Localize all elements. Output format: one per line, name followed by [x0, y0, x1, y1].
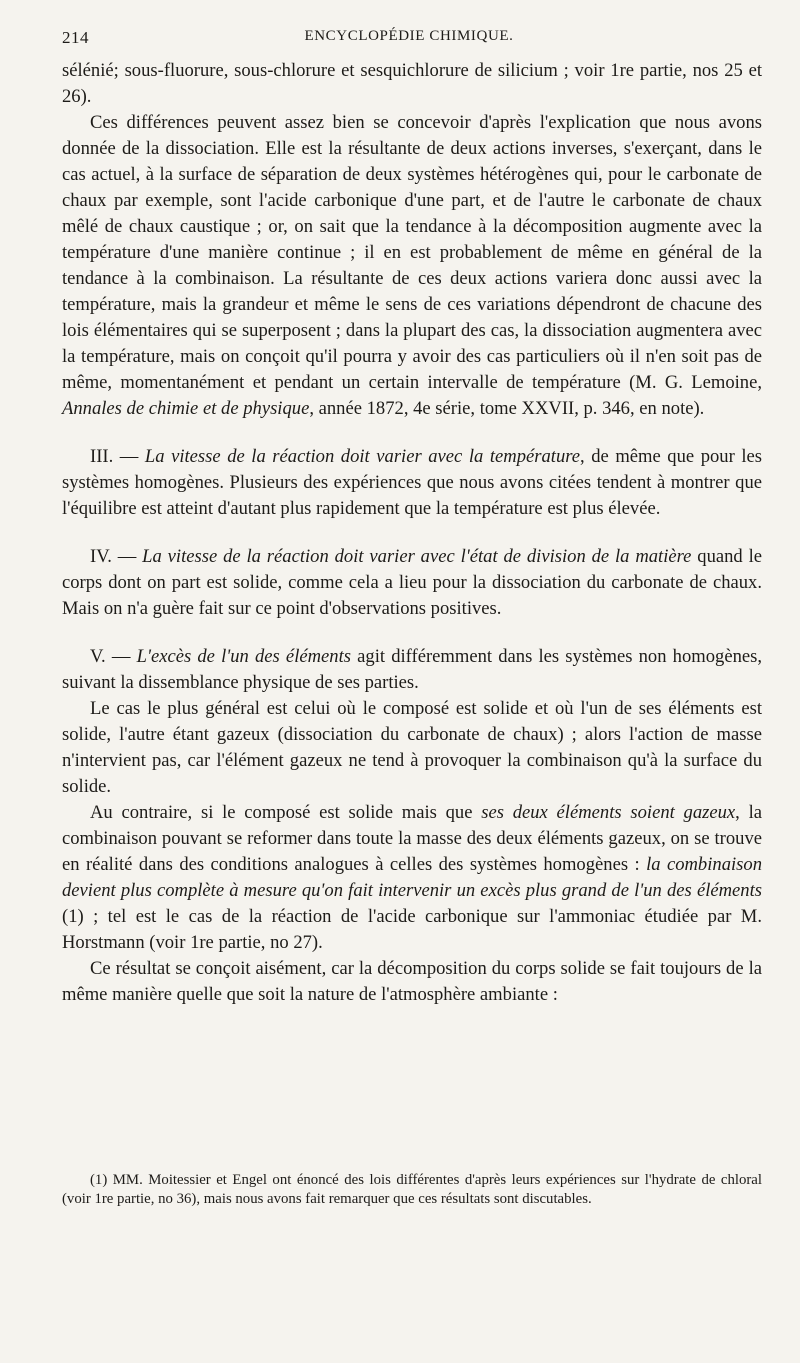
section-text: agit différemment dans les systèmes non homogènes, suivant la dissemblance physique de ses parties.	[62, 646, 763, 693]
emphasis-text: ses deux éléments soient gazeux	[481, 802, 736, 823]
section-number: V. —	[90, 646, 137, 667]
paragraph-dissociation-explanation	[62, 110, 762, 422]
section-number: IV. —	[90, 546, 143, 567]
paragraph-continuation: sélénié; sous-fluorure, sous-chlorure et sesquichlorure de silicium ; voir 1re partie, nos 25 et 26).	[62, 60, 762, 107]
paragraph-text: Au contraire, si le composé est solide mais que	[90, 802, 482, 823]
page-header	[62, 28, 756, 52]
section-number: III. —	[90, 446, 145, 467]
section-heading: La vitesse de la réaction doit varier avec l'état de division de la matière	[142, 546, 692, 567]
page-body	[62, 58, 762, 1008]
section-text: , de même que pour les systèmes homogènes. Plusieurs des expériences que nous avons citées tendent à montrer que l'équilibre est atteint d'autant plus rapidement que la température est plus élevée.	[62, 446, 762, 519]
paragraph-text: , la combinaison pouvant se reformer dans toute la masse des deux éléments gazeux, on se trouve en réalité dans des conditions analogues à celles des systèmes homogènes :	[62, 802, 762, 875]
section-heading: La vitesse de la réaction doit varier avec la température	[144, 446, 581, 467]
section-heading: L'excès de l'un des éléments	[136, 646, 351, 667]
section-v	[62, 644, 762, 696]
emphasis-text: la combinaison devient plus complète à mesure qu'on fait intervenir un excès plus grand de l'un des éléments	[62, 854, 762, 901]
section-text: quand le corps dont on part est solide, comme cela a lieu pour la dissociation du carbonate de chaux. Mais on n'a guère fait sur ce point d'observations positives.	[62, 546, 763, 619]
paragraph-conclusion: Ce résultat se conçoit aisément, car la décomposition du corps solide se fait toujours de la même manière quelle que soit la nature de l'atmosphère ambiante :	[62, 958, 762, 1005]
paragraph-text-end: , année 1872, 4e série, tome XXVII, p. 346, en note).	[309, 398, 705, 419]
footnote	[62, 1171, 762, 1209]
paragraph-gaseous-elements	[62, 800, 762, 956]
paragraph-general-case: Le cas le plus général est celui où le composé est solide et où l'un de ses éléments est solide, l'autre étant gazeux (dissociation du carbonate de chaux) ; alors l'action de masse n'intervient pas, car l'élément gazeux ne tend à provoquer la combinaison qu'à la surface du solide.	[62, 698, 762, 797]
journal-title: Annales de chimie et de physique	[62, 398, 310, 419]
paragraph-text: (1) ; tel est le cas de la réaction de l'acide carbonique sur l'ammoniac étudiée par M. Horstmann (voir 1re partie, no 27).	[62, 906, 762, 953]
page-number: 214	[62, 28, 89, 47]
paragraph-text: Ces différences peuvent assez bien se concevoir d'après l'explication que nous avons donnée de la dissociation. Elle est la résultante de deux actions inverses, s'exerçant, dans le cas actuel, à la surface de séparation de deux systèmes hétérogènes qui, pour le carbonate de chaux par exemple, sont l'acide carbonique d'une part, et de l'autre le carbonate de chaux mêlé de chaux caustique ; or, on sait que la tendance à la décomposition augmente avec la température d'une manière continue ; il en est probablement de même en général de la tendance à la combinaison. La résultante de ces deux actions variera donc aussi avec la température, mais la grandeur et même le sens de ces variations dépendront de chacune des lois élémentaires qui se superposent ; dans la plupart des cas, la dissociation augmentera avec la température, mais on conçoit qu'il pourra y avoir des cas particuliers où il n'en soit pas de même, momentanément et pendant un certain intervalle de température (M. G. Lemoine,	[62, 112, 762, 393]
section-iii	[62, 444, 762, 522]
footnote-text: (1) MM. Moitessier et Engel ont énoncé des lois différentes d'après leurs expériences sur l'hydrate de chloral (voir 1re partie, no 36), mais nous avons fait remarquer que ces résultats sont discutables.	[62, 1172, 762, 1207]
section-iv	[62, 544, 762, 622]
running-title: ENCYCLOPÉDIE CHIMIQUE.	[304, 28, 514, 44]
